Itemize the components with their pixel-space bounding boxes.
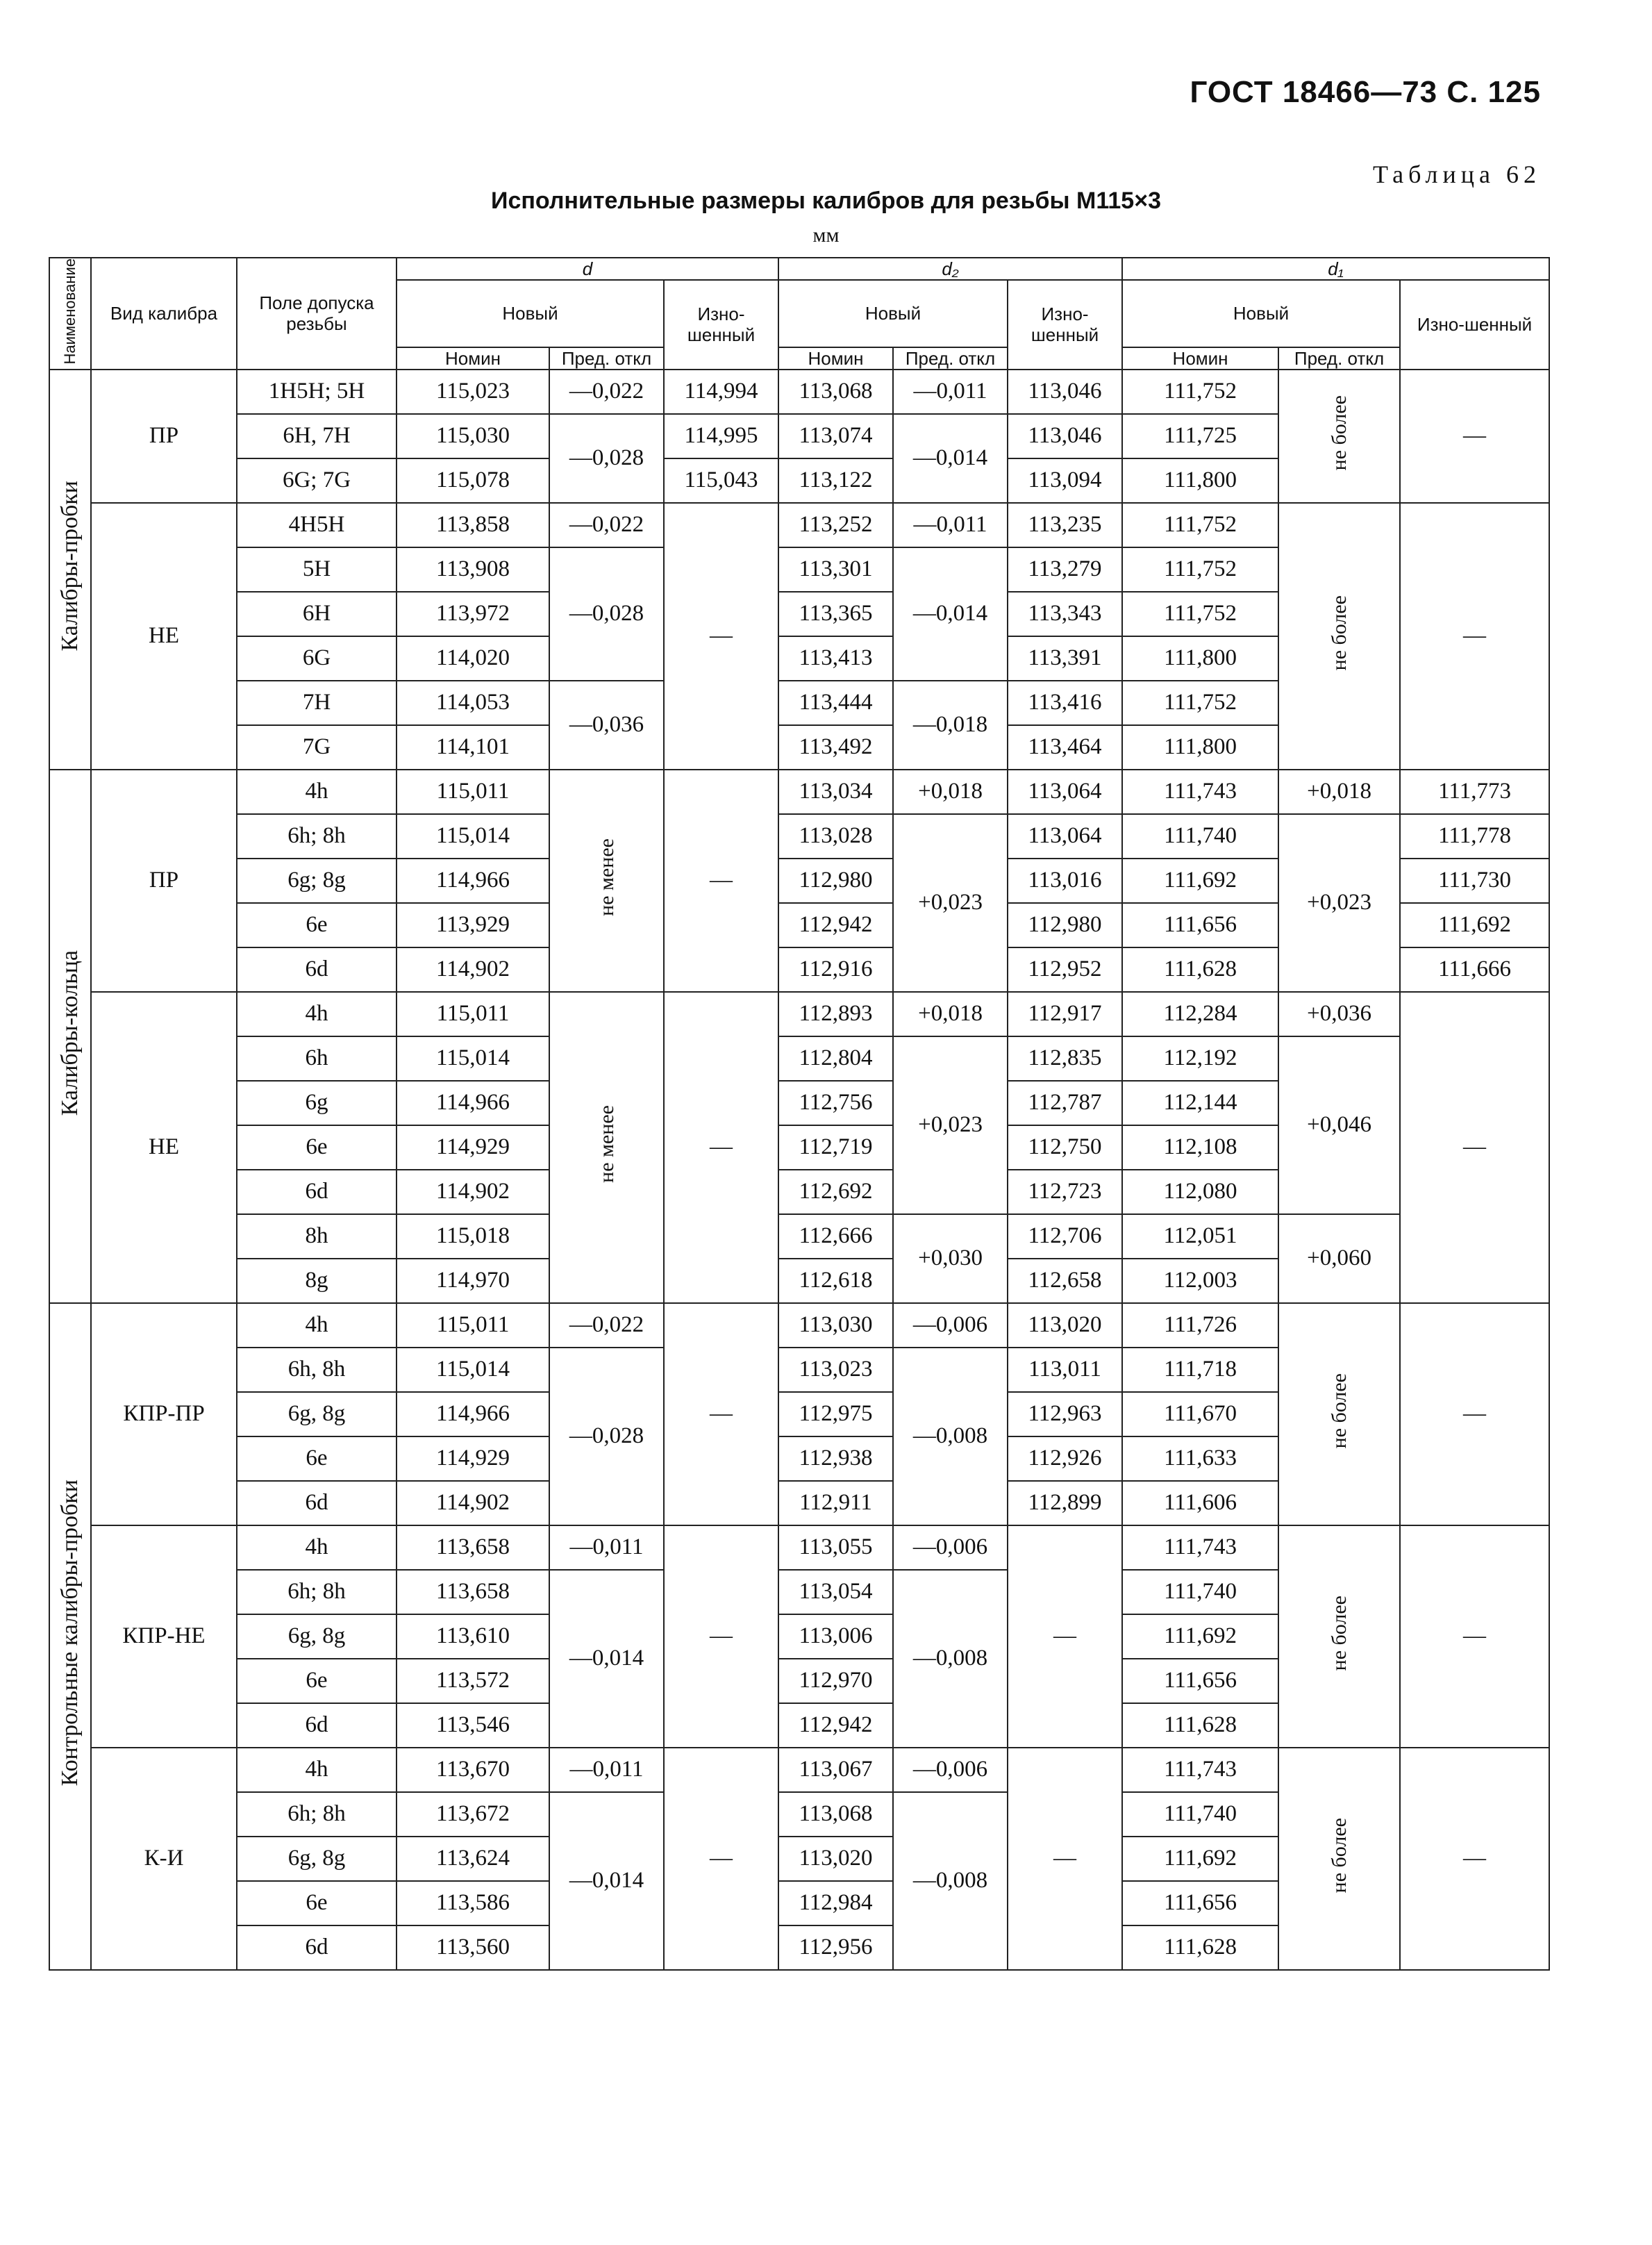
d1-deviation: +0,046 (1278, 1036, 1400, 1214)
d-worn: — (664, 503, 778, 770)
d1-nominal: 111,606 (1122, 1481, 1278, 1525)
calibre-type: НЕ (91, 503, 237, 770)
table-label: Таблица 62 (1373, 160, 1541, 188)
d-deviation: —0,022 (549, 1303, 664, 1348)
tolerance-field: 4h (237, 1303, 397, 1348)
table-row (49, 1525, 1549, 1570)
d-deviation: —0,014 (549, 1792, 664, 1970)
d2-deviation: —0,006 (893, 1303, 1008, 1348)
d2-deviation: +0,018 (893, 770, 1008, 814)
d2-worn: 113,416 (1008, 681, 1122, 725)
d2-nominal: 112,756 (778, 1081, 893, 1125)
d-nominal: 114,970 (397, 1259, 549, 1303)
d-worn: — (664, 770, 778, 992)
d1-worn: — (1400, 1525, 1549, 1748)
d-nominal: 113,908 (397, 547, 549, 592)
d1-nominal: 111,725 (1122, 414, 1278, 458)
d2-deviation: —0,008 (893, 1570, 1008, 1748)
unit-label: мм (812, 224, 840, 247)
d-nominal: 114,902 (397, 1481, 549, 1525)
d1-note (1278, 1525, 1400, 1748)
d1-nominal: 111,692 (1122, 1614, 1278, 1659)
d1-deviation: +0,023 (1278, 814, 1400, 992)
d1-nominal: 111,656 (1122, 1881, 1278, 1925)
d1-nominal: 111,752 (1122, 592, 1278, 636)
d2-nominal: 112,916 (778, 947, 893, 992)
d-nominal: 114,053 (397, 681, 549, 725)
d2-nominal: 113,067 (778, 1748, 893, 1792)
d1-worn: 111,666 (1400, 947, 1549, 992)
tolerance-field: 6d (237, 1170, 397, 1214)
d1-nominal: 111,740 (1122, 1570, 1278, 1614)
d2-worn: 112,723 (1008, 1170, 1122, 1214)
d-deviation: —0,022 (549, 370, 664, 414)
table-row (49, 1214, 1549, 1259)
d2-nominal: 113,055 (778, 1525, 893, 1570)
d-worn: — (664, 1525, 778, 1748)
d2-deviation: —0,011 (893, 503, 1008, 547)
d1-note (1278, 370, 1400, 503)
d2-worn: 112,658 (1008, 1259, 1122, 1303)
table-caption: Исполнительные размеры калибров для резьбы М115×3 (491, 188, 1161, 214)
header-d1-new: Новый (1122, 280, 1400, 347)
d-nominal: 115,023 (397, 370, 549, 414)
tolerance-field: 6e (237, 1659, 397, 1703)
d1-deviation: +0,036 (1278, 992, 1400, 1036)
header-d-nom: Номин (397, 347, 549, 370)
d-worn: — (664, 1303, 778, 1525)
d-nominal: 114,929 (397, 1436, 549, 1481)
d2-nominal: 112,893 (778, 992, 893, 1036)
tolerance-field: 8h (237, 1214, 397, 1259)
d-deviation: —0,036 (549, 681, 664, 770)
d-nominal: 114,902 (397, 947, 549, 992)
tolerance-field: 6h; 8h (237, 814, 397, 859)
d-nominal: 113,586 (397, 1881, 549, 1925)
d-nominal: 115,014 (397, 814, 549, 859)
d2-nominal: 112,956 (778, 1925, 893, 1970)
d1-worn: — (1400, 992, 1549, 1303)
d-nominal: 114,929 (397, 1125, 549, 1170)
d2-nominal: 113,413 (778, 636, 893, 681)
d2-nominal: 113,028 (778, 814, 893, 859)
d1-nominal: 111,800 (1122, 725, 1278, 770)
d-nominal: 113,624 (397, 1837, 549, 1881)
d-nominal: 114,966 (397, 1081, 549, 1125)
tolerance-field: 6e (237, 1436, 397, 1481)
d-nominal: 114,020 (397, 636, 549, 681)
header-d2-new: Новый (778, 280, 1008, 347)
tolerance-field: 6e (237, 1125, 397, 1170)
d2-nominal: 113,054 (778, 1570, 893, 1614)
d1-nominal: 111,718 (1122, 1348, 1278, 1392)
d2-worn: 113,011 (1008, 1348, 1122, 1392)
table-row (49, 992, 1549, 1036)
d1-nominal: 112,108 (1122, 1125, 1278, 1170)
d2-worn: 112,952 (1008, 947, 1122, 992)
not-more-note: не более (1327, 1595, 1351, 1671)
d2-worn: 113,064 (1008, 814, 1122, 859)
d2-deviation: —0,014 (893, 414, 1008, 503)
d2-deviation: +0,030 (893, 1214, 1008, 1303)
tolerance-field: 8g (237, 1259, 397, 1303)
d-deviation: —0,028 (549, 1348, 664, 1525)
d-nominal: 115,014 (397, 1348, 549, 1392)
group-name: Калибры-пробки (57, 481, 83, 652)
d-deviation: —0,014 (549, 1570, 664, 1748)
d2-nominal: 113,020 (778, 1837, 893, 1881)
header-d2-dev: Пред. откл (893, 347, 1008, 370)
d1-nominal: 111,656 (1122, 1659, 1278, 1703)
calibre-type: ПР (91, 770, 237, 992)
tolerance-field: 6G (237, 636, 397, 681)
d2-worn: 112,963 (1008, 1392, 1122, 1436)
d-nominal: 113,972 (397, 592, 549, 636)
d2-nominal: 113,444 (778, 681, 893, 725)
d2-nominal: 113,301 (778, 547, 893, 592)
d1-nominal: 111,740 (1122, 1792, 1278, 1837)
d1-worn: — (1400, 503, 1549, 770)
d1-nominal: 111,633 (1122, 1436, 1278, 1481)
d2-worn: 113,391 (1008, 636, 1122, 681)
d2-nominal: 112,980 (778, 859, 893, 903)
d2-nominal: 112,970 (778, 1659, 893, 1703)
d-nominal: 115,030 (397, 414, 549, 458)
d1-deviation: +0,060 (1278, 1214, 1400, 1303)
d2-nominal: 112,719 (778, 1125, 893, 1170)
d2-worn: 112,899 (1008, 1481, 1122, 1525)
d1-nominal: 111,628 (1122, 947, 1278, 992)
d1-nominal: 111,800 (1122, 636, 1278, 681)
d2-worn: 113,279 (1008, 547, 1122, 592)
d1-nominal: 111,752 (1122, 503, 1278, 547)
d2-worn: 113,235 (1008, 503, 1122, 547)
d1-worn: 111,778 (1400, 814, 1549, 859)
d-nominal: 113,929 (397, 903, 549, 947)
d2-worn: 113,343 (1008, 592, 1122, 636)
tolerance-field: 6H (237, 592, 397, 636)
d2-worn: — (1008, 1748, 1122, 1970)
d2-deviation: —0,008 (893, 1348, 1008, 1525)
d2-nominal: 113,034 (778, 770, 893, 814)
d-nominal: 113,610 (397, 1614, 549, 1659)
d-nominal: 115,014 (397, 1036, 549, 1081)
d-nominal: 115,011 (397, 770, 549, 814)
d1-nominal: 111,743 (1122, 1748, 1278, 1792)
tolerance-field: 6e (237, 1881, 397, 1925)
tolerance-field: 6h; 8h (237, 1792, 397, 1837)
d2-nominal: 113,492 (778, 725, 893, 770)
tolerance-field: 6d (237, 947, 397, 992)
tolerance-field: 6d (237, 1925, 397, 1970)
not-more-note: не более (1327, 595, 1351, 671)
d2-worn: 112,980 (1008, 903, 1122, 947)
d1-worn: — (1400, 1748, 1549, 1970)
tolerance-field: 6g; 8g (237, 859, 397, 903)
group-name-cell (49, 770, 91, 1303)
d2-nominal: 112,666 (778, 1214, 893, 1259)
d1-nominal: 111,752 (1122, 370, 1278, 414)
d2-worn: 113,464 (1008, 725, 1122, 770)
d2-deviation: —0,014 (893, 547, 1008, 681)
d2-nominal: 113,023 (778, 1348, 893, 1392)
d-nominal: 113,672 (397, 1792, 549, 1837)
d1-nominal: 111,692 (1122, 859, 1278, 903)
calibre-type: ПР (91, 370, 237, 503)
header-d1-worn: Изно-шенный (1400, 280, 1549, 370)
d2-worn: 112,917 (1008, 992, 1122, 1036)
header-type: Вид калибра (91, 258, 237, 370)
d-deviation-note (549, 770, 664, 992)
not-less-note: не менее (594, 838, 618, 916)
d2-worn: 113,020 (1008, 1303, 1122, 1348)
table-row (49, 770, 1549, 814)
d2-nominal: 113,068 (778, 1792, 893, 1837)
tolerance-field: 6h, 8h (237, 1348, 397, 1392)
d2-deviation: —0,006 (893, 1748, 1008, 1792)
d-nominal: 113,658 (397, 1570, 549, 1614)
calibre-type: НЕ (91, 992, 237, 1303)
d-deviation: —0,011 (549, 1748, 664, 1792)
d2-nominal: 112,975 (778, 1392, 893, 1436)
tolerance-field: 6h; 8h (237, 1570, 397, 1614)
d1-nominal: 112,080 (1122, 1170, 1278, 1214)
d2-nominal: 113,252 (778, 503, 893, 547)
d2-worn: — (1008, 1525, 1122, 1748)
header-d-worn: Изно-шенный (664, 280, 778, 370)
tolerance-field: 6g, 8g (237, 1837, 397, 1881)
header-d2-worn: Изно-шенный (1008, 280, 1122, 370)
d2-deviation: —0,018 (893, 681, 1008, 770)
table-body (49, 370, 1549, 1970)
d2-deviation: +0,018 (893, 992, 1008, 1036)
d1-nominal: 111,752 (1122, 681, 1278, 725)
d2-worn: 113,064 (1008, 770, 1122, 814)
tolerance-field: 4h (237, 1748, 397, 1792)
d-deviation: —0,022 (549, 503, 664, 547)
not-more-note: не более (1327, 1373, 1351, 1449)
header-d-dev: Пред. откл (549, 347, 664, 370)
tolerance-field: 5H (237, 547, 397, 592)
d-nominal: 115,018 (397, 1214, 549, 1259)
d2-worn: 113,046 (1008, 414, 1122, 458)
d2-nominal: 113,030 (778, 1303, 893, 1348)
tolerance-field: 6g, 8g (237, 1614, 397, 1659)
d2-nominal: 113,074 (778, 414, 893, 458)
tolerance-field: 6d (237, 1481, 397, 1525)
d1-nominal: 112,051 (1122, 1214, 1278, 1259)
d-worn: 114,995 (664, 414, 778, 458)
calibre-type: КПР-НЕ (91, 1525, 237, 1748)
header-d2-nom: Номин (778, 347, 893, 370)
d2-deviation: —0,006 (893, 1525, 1008, 1570)
d1-nominal: 111,656 (1122, 903, 1278, 947)
tolerance-field: 6H, 7H (237, 414, 397, 458)
d-nominal: 113,560 (397, 1925, 549, 1970)
d2-nominal: 112,804 (778, 1036, 893, 1081)
group-name: Калибры-кольца (57, 950, 83, 1116)
d-nominal: 113,858 (397, 503, 549, 547)
d2-nominal: 112,692 (778, 1170, 893, 1214)
d1-nominal: 112,284 (1122, 992, 1278, 1036)
d-nominal: 113,546 (397, 1703, 549, 1748)
tolerance-field: 4h (237, 1525, 397, 1570)
d2-worn: 112,835 (1008, 1036, 1122, 1081)
tolerance-field: 4h (237, 770, 397, 814)
d2-nominal: 112,984 (778, 1881, 893, 1925)
d-worn: — (664, 992, 778, 1303)
d2-worn: 113,046 (1008, 370, 1122, 414)
tolerance-field: 6d (237, 1703, 397, 1748)
d-worn: 114,994 (664, 370, 778, 414)
d1-nominal: 111,743 (1122, 770, 1278, 814)
d-nominal: 113,658 (397, 1525, 549, 1570)
d1-nominal: 111,726 (1122, 1303, 1278, 1348)
d-nominal: 114,101 (397, 725, 549, 770)
d1-note (1278, 1748, 1400, 1970)
d1-worn: — (1400, 1303, 1549, 1525)
d1-nominal: 111,743 (1122, 1525, 1278, 1570)
header-d1-nom: Номин (1122, 347, 1278, 370)
d-worn: 115,043 (664, 458, 778, 503)
d1-worn: 111,773 (1400, 770, 1549, 814)
table-row (49, 503, 1549, 547)
d2-nominal: 113,068 (778, 370, 893, 414)
d-nominal: 114,902 (397, 1170, 549, 1214)
d2-nominal: 113,122 (778, 458, 893, 503)
d2-nominal: 112,942 (778, 1703, 893, 1748)
tolerance-field: 4h (237, 992, 397, 1036)
d2-nominal: 112,911 (778, 1481, 893, 1525)
d-nominal: 115,078 (397, 458, 549, 503)
d1-worn: 111,730 (1400, 859, 1549, 903)
table-row (49, 814, 1549, 859)
tolerance-field: 6g (237, 1081, 397, 1125)
d2-worn: 112,787 (1008, 1081, 1122, 1125)
d1-nominal: 112,003 (1122, 1259, 1278, 1303)
group-name-cell (49, 370, 91, 770)
not-more-note: не более (1327, 395, 1351, 471)
d2-nominal: 112,618 (778, 1259, 893, 1303)
tolerance-field: 6e (237, 903, 397, 947)
d1-nominal: 111,740 (1122, 814, 1278, 859)
tolerance-field: 7G (237, 725, 397, 770)
tolerance-field: 6g, 8g (237, 1392, 397, 1436)
not-more-note: не более (1327, 1817, 1351, 1894)
d1-nominal: 112,144 (1122, 1081, 1278, 1125)
d1-worn: — (1400, 370, 1549, 503)
d1-note (1278, 1303, 1400, 1525)
d2-worn: 112,706 (1008, 1214, 1122, 1259)
d2-nominal: 112,942 (778, 903, 893, 947)
d2-deviation: +0,023 (893, 1036, 1008, 1214)
tolerance-field: 6h (237, 1036, 397, 1081)
calibre-type: КПР-ПР (91, 1303, 237, 1525)
d2-worn: 112,750 (1008, 1125, 1122, 1170)
d-deviation-note (549, 992, 664, 1303)
d2-deviation: —0,011 (893, 370, 1008, 414)
d2-nominal: 113,365 (778, 592, 893, 636)
header-d2: d₂ (778, 258, 1122, 280)
tolerance-field: 6G; 7G (237, 458, 397, 503)
d1-nominal: 112,192 (1122, 1036, 1278, 1081)
d2-deviation: +0,023 (893, 814, 1008, 992)
d-nominal: 114,966 (397, 1392, 549, 1436)
table-row (49, 1748, 1549, 1792)
d1-note (1278, 503, 1400, 770)
d1-nominal: 111,670 (1122, 1392, 1278, 1436)
table-row (49, 1036, 1549, 1081)
tolerance-field: 7H (237, 681, 397, 725)
header-d1-dev: Пред. откл (1278, 347, 1400, 370)
d-worn: — (664, 1748, 778, 1970)
d1-deviation: +0,018 (1278, 770, 1400, 814)
d-nominal: 113,572 (397, 1659, 549, 1703)
header-d-new: Новый (397, 280, 664, 347)
d1-nominal: 111,692 (1122, 1837, 1278, 1881)
calibre-type: К-И (91, 1748, 237, 1970)
d1-nominal: 111,752 (1122, 547, 1278, 592)
header-name: Наименование (49, 258, 91, 370)
d2-worn: 113,094 (1008, 458, 1122, 503)
header-tolerance: Поле допуска резьбы (237, 258, 397, 370)
table-row (49, 1303, 1549, 1348)
d1-nominal: 111,628 (1122, 1925, 1278, 1970)
d-deviation: —0,028 (549, 547, 664, 681)
d2-worn: 112,926 (1008, 1436, 1122, 1481)
d-nominal: 114,966 (397, 859, 549, 903)
group-name: Контрольные калибры-пробки (57, 1480, 83, 1787)
table-row (49, 370, 1549, 414)
header-d: d (397, 258, 778, 280)
d1-worn: 111,692 (1400, 903, 1549, 947)
calibre-dimensions-table (49, 257, 1550, 1971)
d2-worn: 113,016 (1008, 859, 1122, 903)
header-d1: d₁ (1122, 258, 1549, 280)
group-name-cell (49, 1303, 91, 1970)
d-nominal: 113,670 (397, 1748, 549, 1792)
d1-nominal: 111,800 (1122, 458, 1278, 503)
not-less-note: не менее (594, 1105, 618, 1183)
tolerance-field: 4H5H (237, 503, 397, 547)
d2-nominal: 113,006 (778, 1614, 893, 1659)
d-deviation: —0,028 (549, 414, 664, 503)
d-nominal: 115,011 (397, 1303, 549, 1348)
d-nominal: 115,011 (397, 992, 549, 1036)
d2-deviation: —0,008 (893, 1792, 1008, 1970)
d-deviation: —0,011 (549, 1525, 664, 1570)
tolerance-field: 1H5H; 5H (237, 370, 397, 414)
d2-nominal: 112,938 (778, 1436, 893, 1481)
d1-nominal: 111,628 (1122, 1703, 1278, 1748)
page-header: ГОСТ 18466—73 С. 125 (1190, 75, 1541, 109)
